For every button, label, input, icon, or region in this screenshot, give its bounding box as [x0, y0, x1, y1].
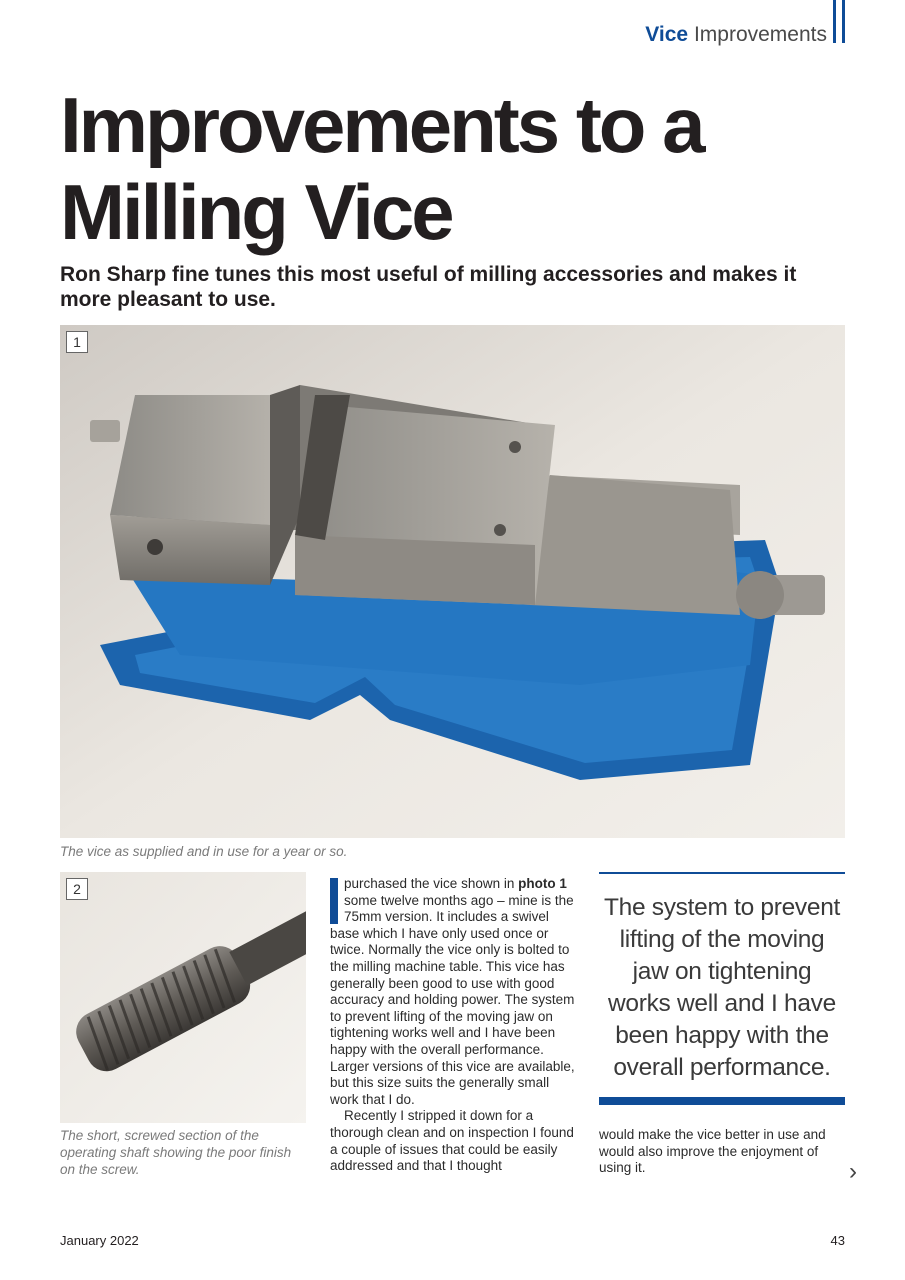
issue-date: January 2022 — [60, 1233, 139, 1248]
screw-illustration — [60, 872, 306, 1123]
pullquote-bottom-rule — [599, 1097, 845, 1105]
photo-reference: photo 1 — [518, 876, 567, 891]
pullquote-top-rule — [599, 872, 845, 874]
photo-2-number: 2 — [66, 878, 88, 900]
body-paragraph-1 — [330, 876, 578, 1108]
standfirst: Ron Sharp fine tunes this most useful of milling accessories and makes it more pleasant to use. — [60, 263, 797, 311]
body-paragraph-2: Recently I stripped it down for a thorough clean and on inspection I found a couple of issues that could be easily addressed and that I thought — [330, 1108, 574, 1174]
header-rule-right — [842, 0, 845, 43]
pullquote: The system to prevent lifting of the moving jaw on tightening works well and I have been happy with the overall performance. — [603, 894, 841, 1081]
photo-2-screw — [60, 872, 306, 1123]
vice-illustration — [60, 325, 845, 838]
article-title: Improvements to a Milling Vice — [60, 81, 703, 256]
photo-1-vice — [60, 325, 845, 838]
section-name: Improvements — [688, 23, 827, 46]
continue-arrow-icon: › — [849, 1158, 857, 1185]
photo-2-caption: The short, screwed section of the operating shaft showing the poor finish on the screw. — [60, 1128, 292, 1177]
photo-1-number: 1 — [66, 331, 88, 353]
section-label — [645, 22, 827, 48]
header-rule-left — [833, 0, 836, 43]
body-p1-rest: some twelve months ago – mine is the 75mm version. It includes a swivel base which I have only used once or twice. Normally the vice only is bolted to the milling machine table. This vice has generally been good to use with good accuracy and holding power. The system to prevent lifting of the moving jaw on tightening works well and I have been happy with the overall performance. Larger versions of this vice are available, but this size suits the generally small work that I do. — [330, 892, 575, 1107]
page-number: 43 — [830, 1233, 845, 1248]
drop-cap — [330, 878, 338, 924]
body-column — [330, 876, 578, 1175]
body-p1-lead: purchased the vice shown in — [344, 876, 519, 891]
section-keyword: Vice — [645, 23, 689, 46]
photo-1-caption: The vice as supplied and in use for a year or so. — [60, 844, 348, 859]
body-paragraph-3: would make the vice better in use and would also improve the enjoyment of using it. — [599, 1127, 826, 1176]
